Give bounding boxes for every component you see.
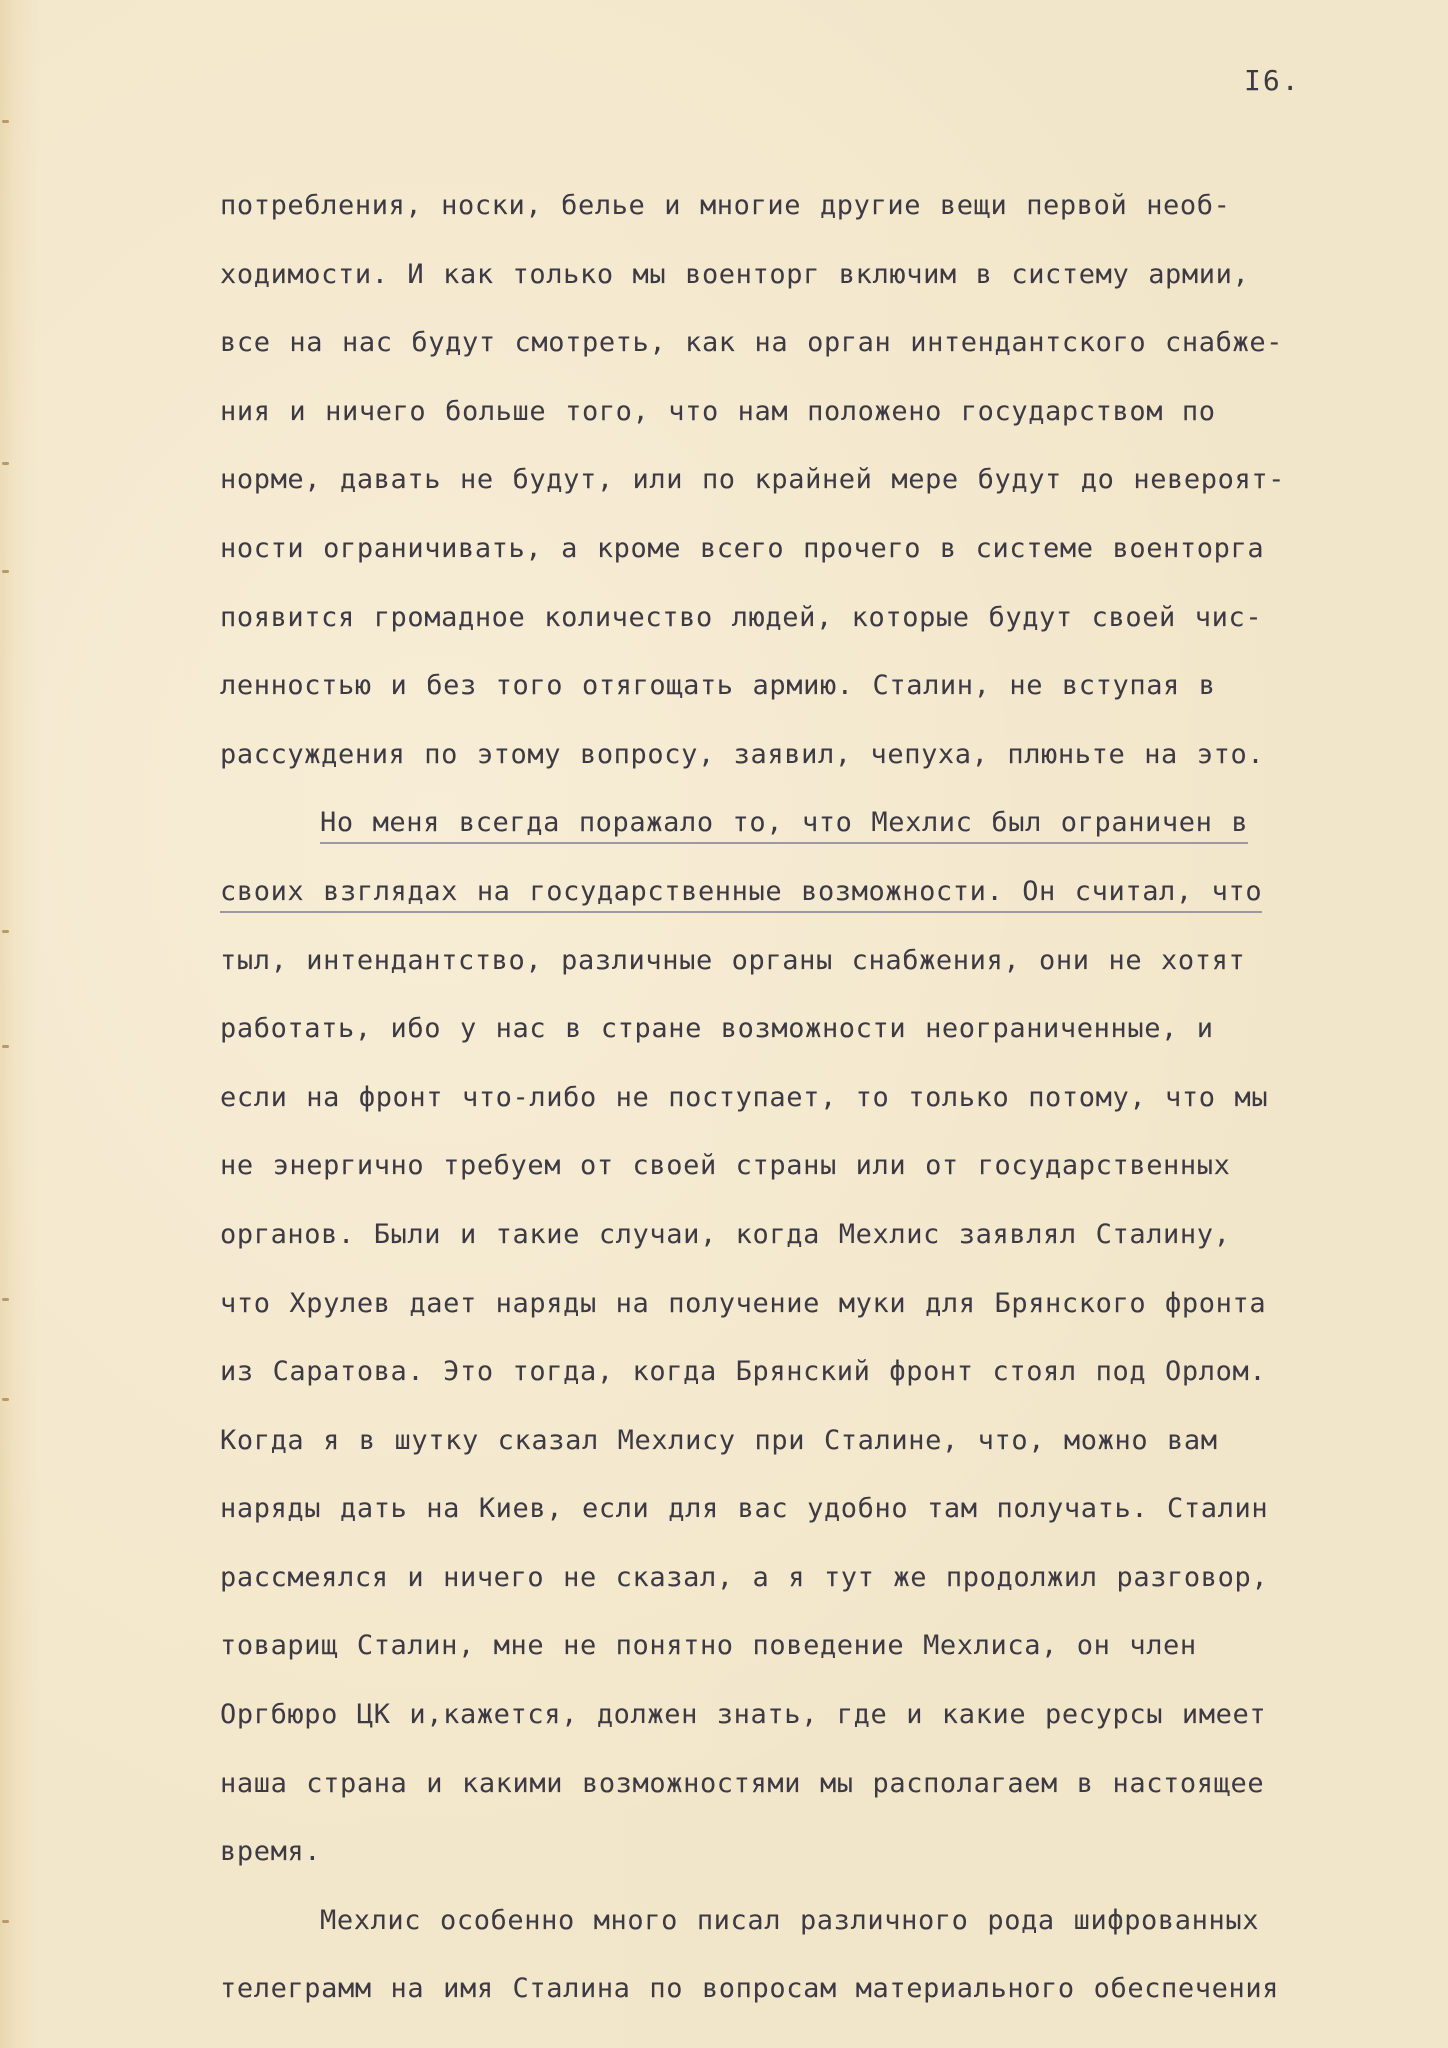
- text-line: [220, 858, 1430, 927]
- paper-edge-mark: [2, 1920, 9, 1923]
- text-line: если на фронт что-либо не поступает, то только потому, что мы: [220, 1081, 1269, 1113]
- text-line: наряды дать на Киев, если для вас удобно там получать. Сталин: [220, 1493, 1269, 1525]
- text-line: из Саратова. Это тогда, когда Брянский фронт стоял под Орлом.: [220, 1356, 1267, 1388]
- paper-edge-mark: [2, 1398, 9, 1401]
- text-line: ности ограничивать, а кроме всего прочего в системе военторга: [220, 532, 1265, 564]
- paper-edge-mark: [2, 462, 9, 465]
- text-line: наша страна и какими возможностями мы располагаем в настоящее: [220, 1767, 1265, 1799]
- text-line: не энергично требуем от своей страны или от государственных: [220, 1150, 1231, 1182]
- text-line: рассмеялся и ничего не сказал, а я тут же продолжил разговор,: [220, 1561, 1269, 1593]
- text-line: работать, ибо у нас в стране возможности неограниченные, и: [220, 1013, 1214, 1045]
- text-line: рассуждения по этому вопросу, заявил, чепуха, плюньте на это.: [220, 738, 1265, 770]
- text-line: органов. Были и такие случаи, когда Мехлис заявлял Сталину,: [220, 1218, 1231, 1250]
- body-text: [220, 172, 1430, 2024]
- text-line: телеграмм на имя Сталина по вопросам материального обеспечения: [220, 1973, 1280, 2005]
- text-line: ния и ничего больше того, что нам положено государством по: [220, 395, 1216, 427]
- paragraph-start-line: [220, 789, 1430, 858]
- text-line: появится громадное количество людей, которые будут своей чис-: [220, 601, 1263, 633]
- text-line: норме, давать не будут, или по крайней мере будут до невероят-: [220, 464, 1286, 496]
- text-line: ленностью и без того отягощать армию. Сталин, не вступая в: [220, 670, 1216, 702]
- paper-edge-mark: [2, 1045, 9, 1048]
- text-line: все на нас будут смотреть, как на орган интендантского снабже-: [220, 327, 1284, 359]
- page-number: I6.: [1244, 64, 1301, 97]
- underlined-text: Но меня всегда поражало то, что Мехлис был ограничен в: [320, 807, 1248, 844]
- paper-edge-mark: [2, 1298, 9, 1301]
- text-line: потребления, носки, белье и многие другие вещи первой необ-: [220, 190, 1231, 221]
- underlined-text: своих взглядах на государственные возможности. Он считал, что: [220, 876, 1262, 913]
- paper-edge-mark: [2, 930, 9, 933]
- paper-edge-mark: [2, 570, 9, 573]
- paragraph-start-line: Мехлис особенно много писал различного рода шифрованных: [320, 1904, 1260, 1936]
- text-line: Когда я в шутку сказал Мехлису при Сталине, что, можно вам: [220, 1424, 1218, 1456]
- text-line: Оргбюро ЦК и,кажется, должен знать, где и какие ресурсы имеет: [220, 1699, 1267, 1731]
- text-line: ходимости. И как только мы военторг включим в систему армии,: [220, 258, 1250, 290]
- text-line: время.: [220, 1836, 322, 1868]
- paper-edge-mark: [2, 120, 9, 123]
- text-line: тыл, интендантство, различные органы снабжения, они не хотят: [220, 944, 1246, 976]
- text-line: товарищ Сталин, мне не понятно поведение Мехлиса, он член: [220, 1630, 1197, 1662]
- text-line: что Хрулев дает наряды на получение муки для Брянского фронта: [220, 1287, 1267, 1319]
